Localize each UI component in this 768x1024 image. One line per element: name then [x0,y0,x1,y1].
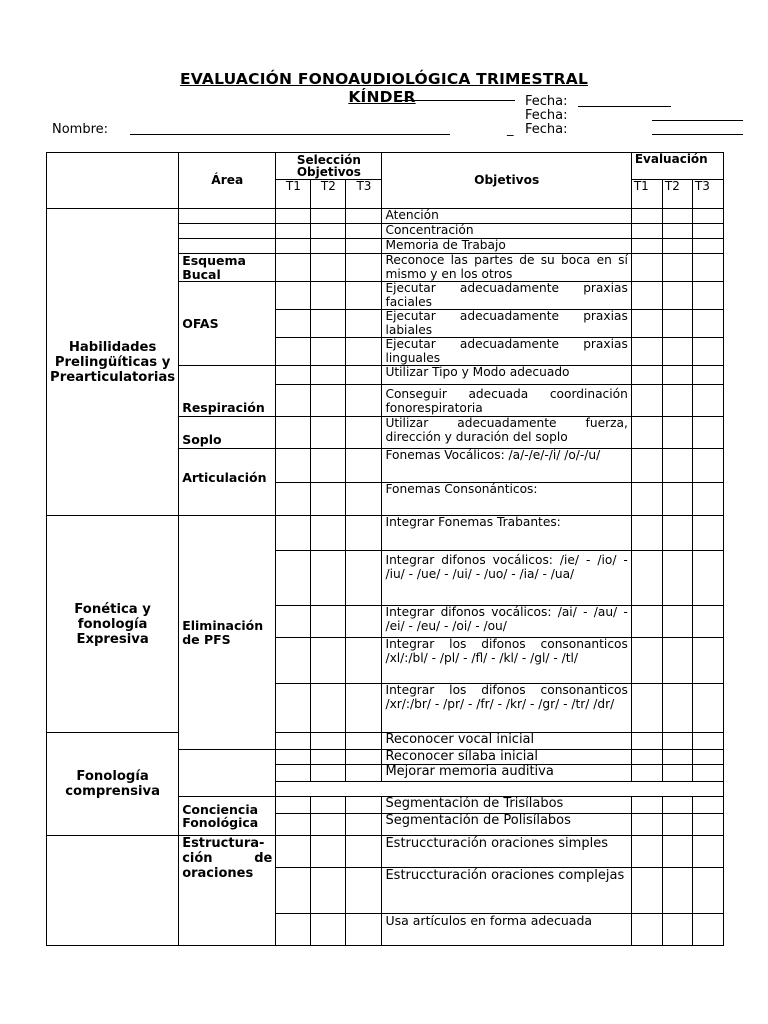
check-cell[interactable] [662,750,692,765]
objective-item: Reconocer vocal inicial [382,733,631,750]
objective-item: Reconocer sílaba inicial [382,750,631,765]
area-eliminacion-pfs: Eliminación de PFS [179,516,276,750]
check-cell[interactable] [276,638,311,684]
check-cell[interactable] [276,606,311,638]
sel-col-t1: T1 [276,180,311,209]
check-cell[interactable] [346,733,382,750]
check-cell[interactable] [311,814,346,836]
area-articulacion: Articulación [179,449,276,516]
check-cell[interactable] [692,606,723,638]
objective-item: Reconoce las partes de su boca en sí mismo y en los otros [382,254,631,282]
check-cell[interactable] [662,684,692,733]
check-cell[interactable] [311,836,346,868]
evaluation-table [46,152,724,946]
fecha-field-2[interactable] [652,120,743,121]
check-cell[interactable] [346,606,382,638]
check-cell[interactable] [692,310,723,338]
check-cell[interactable] [692,417,723,449]
check-cell[interactable] [692,814,723,836]
check-cell[interactable] [631,239,662,254]
objective-item: Memoria de Trabajo [382,239,631,254]
check-cell[interactable] [631,310,662,338]
check-cell[interactable] [346,254,382,282]
check-cell[interactable] [631,638,662,684]
check-cell[interactable] [276,282,311,310]
check-cell[interactable] [276,797,311,814]
objective-item: Ejecutar adecuadamente praxias faciales [382,282,631,310]
check-cell[interactable] [662,638,692,684]
check-cell[interactable] [346,750,382,765]
check-cell[interactable] [631,868,662,914]
check-cell[interactable] [311,338,346,366]
empty-cell [179,224,276,239]
objective-item: Integrar Fonemas Trabantes: [382,516,631,551]
check-cell[interactable] [631,516,662,551]
check-cell[interactable] [631,797,662,814]
check-cell[interactable] [662,209,692,224]
check-cell[interactable] [662,449,692,483]
check-cell[interactable] [692,483,723,516]
check-cell[interactable] [311,868,346,914]
check-cell[interactable] [276,254,311,282]
check-cell[interactable] [692,338,723,366]
form-title: EVALUACIÓN FONOAUDIOLÓGICA TRIMESTRAL [179,70,589,88]
check-cell[interactable] [311,209,346,224]
check-cell[interactable] [692,385,723,417]
check-cell[interactable] [631,209,662,224]
fecha-label-2: Fecha: [525,108,568,123]
category-habilidades: Habilidades Prelingüíticas y Prearticulatorias [47,209,179,516]
blank-header [47,153,179,209]
objective-item: Usa artículos en forma adecuada [382,914,631,946]
check-cell[interactable] [692,449,723,483]
empty-cell [179,239,276,254]
check-cell[interactable] [662,606,692,638]
check-cell[interactable] [692,914,723,946]
objetivos-header: Objetivos [382,153,631,209]
check-cell[interactable] [311,282,346,310]
check-cell[interactable] [346,797,382,814]
check-cell[interactable] [692,868,723,914]
check-cell[interactable] [276,239,311,254]
check-cell[interactable] [692,797,723,814]
check-cell[interactable] [276,224,311,239]
area-respiracion: Respiración [179,366,276,417]
check-cell[interactable] [662,733,692,750]
check-cell[interactable] [311,733,346,750]
area-conciencia-fonologica: Conciencia Fonológica [179,797,276,836]
check-cell[interactable] [346,814,382,836]
objective-item: Segmentación de Trisílabos [382,797,631,814]
check-cell[interactable] [311,366,346,385]
check-cell[interactable] [662,224,692,239]
check-cell[interactable] [276,417,311,449]
check-cell[interactable] [346,868,382,914]
fecha-field-1[interactable] [578,106,671,107]
area-estructuracion-oraciones: Estructura-ción de oraciones [179,836,276,946]
check-cell[interactable] [346,551,382,606]
objective-item: Integrar los difonos consonanticos /xr/:/br/ - /pr/ - /fr/ - /kr/ - /gr/ - /tr/ /dr/ [382,684,631,733]
check-cell[interactable] [276,385,311,417]
check-cell[interactable] [276,209,311,224]
check-cell[interactable] [662,366,692,385]
nombre-field[interactable] [130,134,450,135]
check-cell[interactable] [346,385,382,417]
check-cell[interactable] [662,797,692,814]
objective-item: Utilizar adecuadamente fuerza, dirección y duración del soplo [382,417,631,449]
check-cell[interactable] [276,750,311,765]
check-cell[interactable] [631,684,662,733]
check-cell[interactable] [662,282,692,310]
check-cell[interactable] [346,224,382,239]
eval-col-t3: T3 [692,180,723,209]
check-cell[interactable] [346,914,382,946]
objective-item: Atención [382,209,631,224]
check-cell[interactable] [631,417,662,449]
check-cell[interactable] [662,814,692,836]
empty-cell [179,209,276,224]
check-cell[interactable] [311,239,346,254]
check-cell[interactable] [692,239,723,254]
check-cell[interactable] [276,914,311,946]
check-cell[interactable] [311,750,346,765]
check-cell[interactable] [631,449,662,483]
check-cell[interactable] [311,483,346,516]
category-fonetica: Fonética y fonología Expresiva [47,516,179,733]
check-cell[interactable] [276,868,311,914]
check-cell[interactable] [311,797,346,814]
check-cell[interactable] [346,765,382,782]
check-cell[interactable] [662,417,692,449]
objective-item: Integrar difonos vocálicos: /ai/ - /au/ - /ei/ - /eu/ - /oi/ - /ou/ [382,606,631,638]
check-cell[interactable] [692,733,723,750]
check-cell[interactable] [631,750,662,765]
check-cell[interactable] [311,684,346,733]
check-cell[interactable] [346,417,382,449]
check-cell[interactable] [346,638,382,684]
check-cell[interactable] [346,449,382,483]
objective-item: Fonemas Vocálicos: /a/-/e/-/i/ /o/-/u/ [382,449,631,483]
check-cell[interactable] [692,224,723,239]
objective-item: Integrar difonos vocálicos: /ie/ - /io/ - /iu/ - /ue/ - /ui/ - /uo/ - /ia/ - /ua/ [382,551,631,606]
check-cell[interactable] [276,310,311,338]
nombre-label: Nombre: [52,122,109,137]
title-underline [398,100,515,101]
check-cell[interactable] [276,836,311,868]
check-cell[interactable] [311,417,346,449]
eval-col-t1: T1 [631,180,662,209]
check-cell[interactable] [276,516,311,551]
check-cell[interactable] [311,914,346,946]
check-cell[interactable] [276,449,311,483]
objective-item: Ejecutar adecuadamente praxias labiales [382,310,631,338]
check-cell[interactable] [631,733,662,750]
check-cell[interactable] [276,483,311,516]
check-cell[interactable] [662,836,692,868]
area-header: Área [179,153,276,209]
check-cell[interactable] [631,385,662,417]
check-cell[interactable] [346,483,382,516]
category-fonologia-comprensiva: Fonología comprensiva [47,733,179,836]
check-cell[interactable] [692,282,723,310]
check-cell[interactable] [631,338,662,366]
check-cell[interactable] [662,254,692,282]
check-cell[interactable] [631,282,662,310]
evaluacion-header: Evaluación [631,153,723,180]
check-cell[interactable] [692,638,723,684]
check-cell[interactable] [276,733,311,750]
empty-cell [276,782,724,797]
check-cell[interactable] [662,551,692,606]
check-cell[interactable] [631,606,662,638]
check-cell[interactable] [346,310,382,338]
objective-item: Fonemas Consonánticos: [382,483,631,516]
check-cell[interactable] [346,516,382,551]
check-cell[interactable] [276,765,311,782]
sel-col-t3: T3 [346,180,382,209]
objective-item: Concentración [382,224,631,239]
empty-cell [47,836,179,946]
check-cell[interactable] [662,483,692,516]
check-cell[interactable] [662,239,692,254]
check-cell[interactable] [692,551,723,606]
check-cell[interactable] [276,551,311,606]
check-cell[interactable] [346,239,382,254]
check-cell[interactable] [692,254,723,282]
check-cell[interactable] [631,765,662,782]
objective-item: Integrar los difonos consonanticos /xl/:/bl/ - /pl/ - /fl/ - /kl/ - /gl/ - /tl/ [382,638,631,684]
check-cell[interactable] [311,449,346,483]
check-cell[interactable] [692,684,723,733]
check-cell[interactable] [692,209,723,224]
check-cell[interactable] [662,516,692,551]
check-cell[interactable] [311,551,346,606]
fecha-label-1: Fecha: [525,94,568,109]
check-cell[interactable] [662,765,692,782]
area-soplo: Soplo [179,417,276,449]
form-subtitle: KÍNDER [348,88,416,106]
area-esquema-bucal: Esquema Bucal [179,254,276,282]
fecha-label-3: Fecha: [525,122,568,137]
check-cell[interactable] [631,254,662,282]
check-cell[interactable] [631,914,662,946]
objective-item: Mejorar memoria auditiva [382,765,631,782]
check-cell[interactable] [346,338,382,366]
check-cell[interactable] [662,868,692,914]
check-cell[interactable] [662,914,692,946]
check-cell[interactable] [311,638,346,684]
empty-cell [179,750,276,797]
check-cell[interactable] [311,385,346,417]
check-cell[interactable] [311,606,346,638]
check-cell[interactable] [346,366,382,385]
check-cell[interactable] [631,551,662,606]
check-cell[interactable] [631,836,662,868]
check-cell[interactable] [276,684,311,733]
check-cell[interactable] [692,765,723,782]
check-cell[interactable] [276,814,311,836]
check-cell[interactable] [276,338,311,366]
objective-item: Estruccturación oraciones simples [382,836,631,868]
check-cell[interactable] [662,310,692,338]
check-cell[interactable] [692,516,723,551]
check-cell[interactable] [692,366,723,385]
check-cell[interactable] [662,338,692,366]
check-cell[interactable] [311,224,346,239]
objective-item: Estruccturación oraciones complejas [382,868,631,914]
check-cell[interactable] [311,765,346,782]
check-cell[interactable] [631,224,662,239]
check-cell[interactable] [311,516,346,551]
area-ofas: OFAS [179,282,276,366]
objective-item: Ejecutar adecuadamente praxias linguales [382,338,631,366]
objective-item: Utilizar Tipo y Modo adecuado [382,366,631,385]
seleccion-header: Selección Objetivos [276,153,382,180]
check-cell[interactable] [631,366,662,385]
check-cell[interactable] [276,366,311,385]
separator-dash: _ [507,122,514,137]
check-cell[interactable] [662,385,692,417]
sel-col-t2: T2 [311,180,346,209]
check-cell[interactable] [346,684,382,733]
objective-item: Segmentación de Polisílabos [382,814,631,836]
check-cell[interactable] [692,836,723,868]
check-cell[interactable] [311,310,346,338]
eval-col-t2: T2 [662,180,692,209]
check-cell[interactable] [692,750,723,765]
fecha-field-3[interactable] [652,134,743,135]
check-cell[interactable] [346,209,382,224]
check-cell[interactable] [311,254,346,282]
check-cell[interactable] [346,282,382,310]
check-cell[interactable] [346,836,382,868]
check-cell[interactable] [631,483,662,516]
check-cell[interactable] [631,814,662,836]
objective-item: Conseguir adecuada coordinación fonorespiratoria [382,385,631,417]
